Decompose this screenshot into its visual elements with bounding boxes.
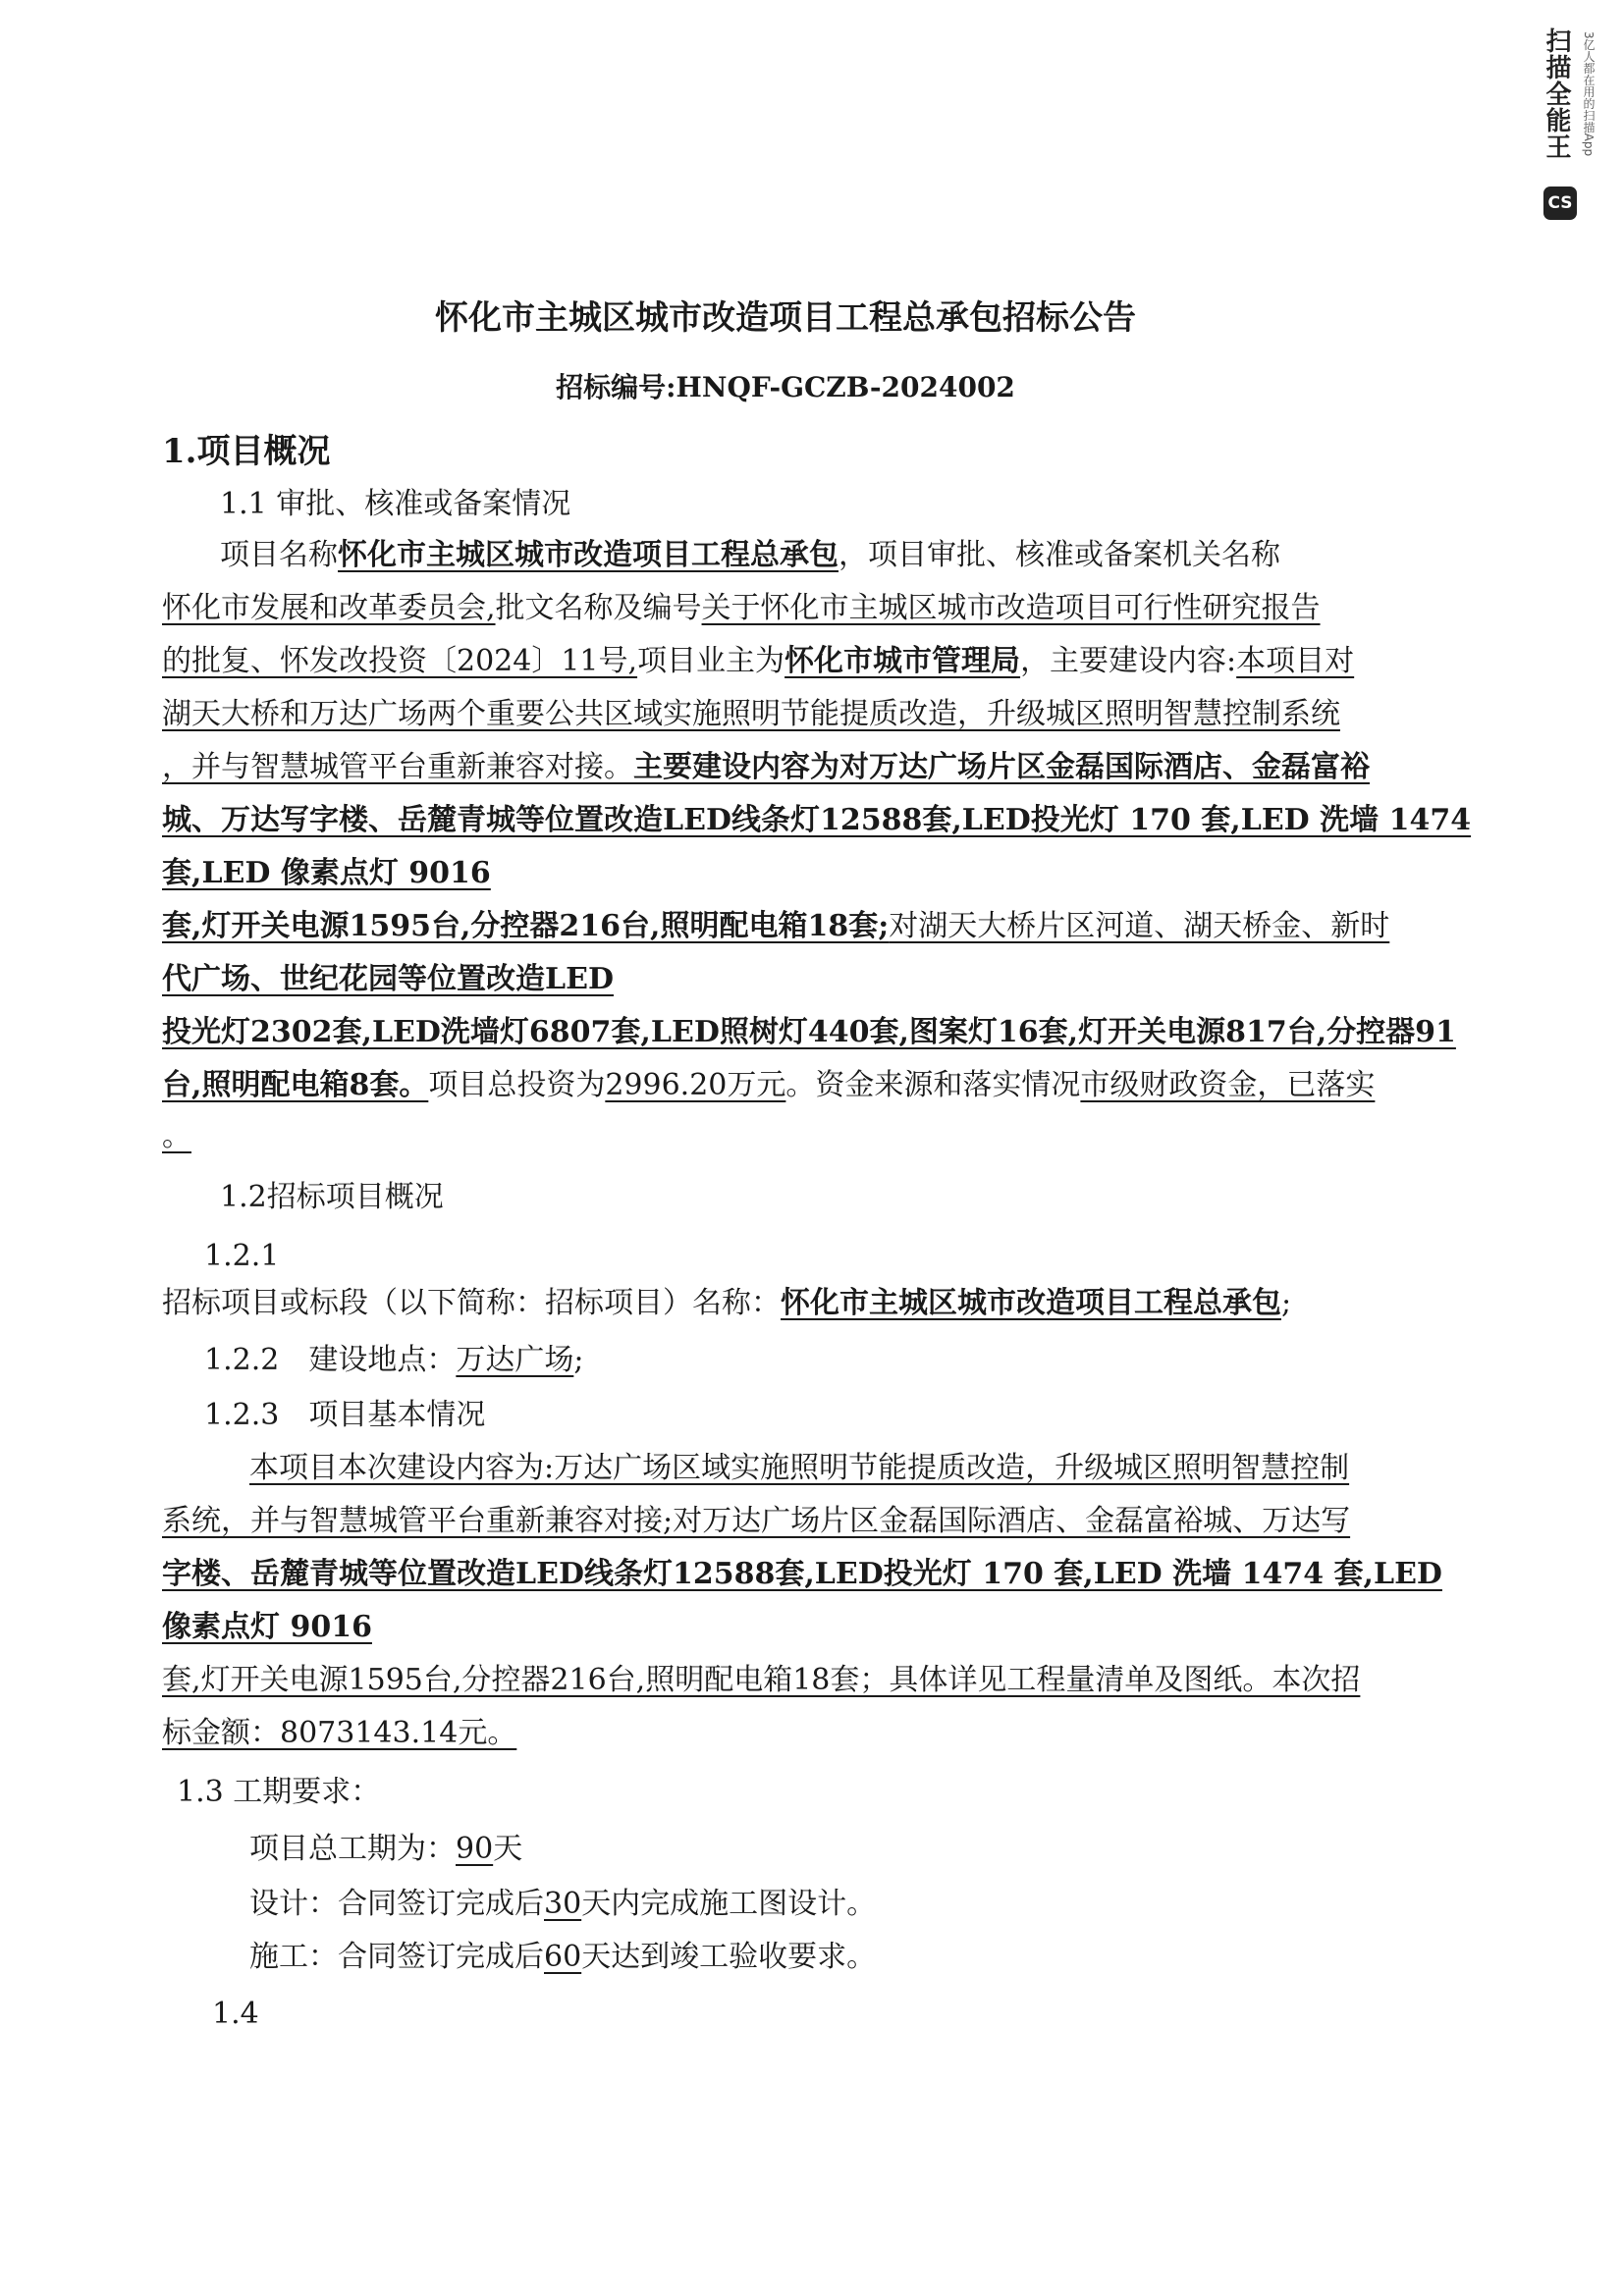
paragraph-line: 。 — [162, 1119, 191, 1153]
subsection-heading-1-1: 1.1 审批、核准或备案情况 — [220, 487, 571, 521]
paragraph-line — [162, 640, 1354, 683]
paragraph-line — [162, 746, 1370, 789]
total-duration — [249, 1828, 522, 1871]
paragraph-line — [204, 1339, 583, 1382]
text-run: 1.2.2 建设地点： — [204, 1343, 457, 1377]
paragraph-line: 像素点灯 9016 — [162, 1610, 372, 1644]
paragraph-line: 套,灯开关电源1595台,分控器216台,照明配电箱18套；具体详见工程量清单及图纸。本次招 — [162, 1663, 1361, 1697]
bid-number: 招标编号:HNQF-GCZB-2024002 — [556, 371, 1015, 403]
watermark-slogan: 3亿人都在用的扫描App — [1582, 31, 1596, 157]
approval-document: 关于怀化市主城区城市改造项目可行性研究报告 — [701, 591, 1321, 625]
text-run: 招标项目或标段（以下简称：招标项目）名称： — [162, 1286, 781, 1320]
bid-amount: 标金额：8073143.14元。 — [162, 1716, 517, 1750]
total-investment: 2996.20万元 — [605, 1068, 786, 1102]
subsection-heading-1-4: 1.4 — [212, 1997, 259, 2031]
text-run: 项目名称 — [220, 538, 338, 572]
duration-value: 30 — [544, 1887, 582, 1921]
paragraph-line: 湖天大桥和万达广场两个重要公共区域实施照明节能提质改造，升级城区照明智慧控制系统 — [162, 697, 1340, 731]
text-run: 项目总投资为 — [428, 1068, 606, 1102]
subsection-heading-1-3: 1.3 工期要求： — [177, 1775, 381, 1809]
text-run: ，主要建设内容: — [1020, 644, 1237, 678]
paragraph-line — [162, 1282, 1291, 1325]
approval-authority: 怀化市发展和改革委员会, — [162, 591, 496, 625]
text-run: 设计：合同签订完成后 — [249, 1887, 544, 1921]
duration-value: 90 — [456, 1832, 494, 1866]
paragraph-line — [162, 905, 1389, 948]
page-title: 怀化市主城区城市改造项目工程总承包招标公告 — [435, 298, 1136, 338]
paragraph-line: 套,LED 像素点灯 9016 — [162, 856, 491, 890]
paragraph-line: 字楼、岳麓青城等位置改造LED线条灯12588套,LED投光灯 170 套,LED 洗墙 1474 套,LED — [162, 1557, 1442, 1591]
paragraph-line — [220, 534, 1280, 577]
scanner-watermark — [1543, 27, 1606, 234]
section-heading-1: 1.项目概况 — [162, 432, 331, 471]
text-run: ，并与智慧城管平台重新兼容对接。 — [162, 750, 633, 784]
text-run: 项目业主为 — [637, 644, 785, 678]
text-run: ; — [1281, 1286, 1292, 1320]
project-name: 怀化市主城区城市改造项目工程总承包 — [338, 538, 839, 572]
duration-value: 60 — [544, 1940, 582, 1974]
text-run: 天内完成施工图设计。 — [581, 1887, 877, 1921]
construction-site: 万达广场 — [456, 1343, 574, 1377]
paragraph-line: 系统，并与智慧城管平台重新兼容对接;对万达广场片区金磊国际酒店、金磊富裕城、万达写 — [162, 1504, 1351, 1538]
text-run: 套,灯开关电源1595台,分控器216台,照明配电箱18套; — [162, 909, 890, 943]
text-run: 主要建设内容为对万达广场片区金磊国际酒店、金磊富裕 — [633, 750, 1370, 784]
paragraph-line: 投光灯2302套,LED洗墙灯6807套,LED照树灯440套,图案灯16套,灯开关电源817台,分控器91 — [162, 1015, 1456, 1049]
approval-document-number: 的批复、怀发改投资〔2024〕11号, — [162, 644, 638, 678]
text-run: 天达到竣工验收要求。 — [581, 1940, 877, 1974]
bid-project-name: 怀化市主城区城市改造项目工程总承包 — [781, 1286, 1281, 1320]
paragraph-line: 城、万达写字楼、岳麓青城等位置改造LED线条灯12588套,LED投光灯 170 套,LED 洗墙 1474 — [162, 803, 1472, 837]
paragraph-line — [162, 587, 1321, 630]
text-run: 。资金来源和落实情况 — [785, 1068, 1081, 1102]
paragraph-line — [162, 1064, 1375, 1107]
subsection-heading-1-2: 1.2招标项目概况 — [220, 1180, 444, 1214]
text-run: 天 — [493, 1832, 523, 1866]
cs-logo-icon: CS — [1543, 187, 1577, 220]
text-run: 对湖天大桥片区河道、湖天桥金、新时 — [889, 909, 1390, 943]
text-run: 本项目对 — [1236, 644, 1355, 678]
construction-duration — [249, 1936, 876, 1979]
text-run: ; — [573, 1343, 584, 1377]
text-run: 批文名称及编号 — [495, 591, 702, 625]
item-heading-1-2-3: 1.2.3 项目基本情况 — [204, 1398, 486, 1432]
item-number-1-2-1: 1.2.1 — [204, 1239, 280, 1273]
text-run: 台,照明配电箱8套。 — [162, 1068, 429, 1102]
paragraph-line: 代广场、世纪花园等位置改造LED — [162, 962, 614, 996]
text-run: 项目总工期为： — [249, 1832, 456, 1866]
funding-source: 市级财政资金，已落实 — [1080, 1068, 1376, 1102]
paragraph-line: 本项目本次建设内容为:万达广场区域实施照明节能提质改造，升级城区照明智慧控制 — [249, 1451, 1350, 1485]
project-owner: 怀化市城市管理局 — [784, 644, 1021, 678]
design-duration — [249, 1883, 876, 1926]
text-run: 施工：合同签订完成后 — [249, 1940, 544, 1974]
watermark-app-name: 扫描全能王 — [1542, 27, 1571, 160]
text-run: ，项目审批、核准或备案机关名称 — [839, 538, 1280, 572]
